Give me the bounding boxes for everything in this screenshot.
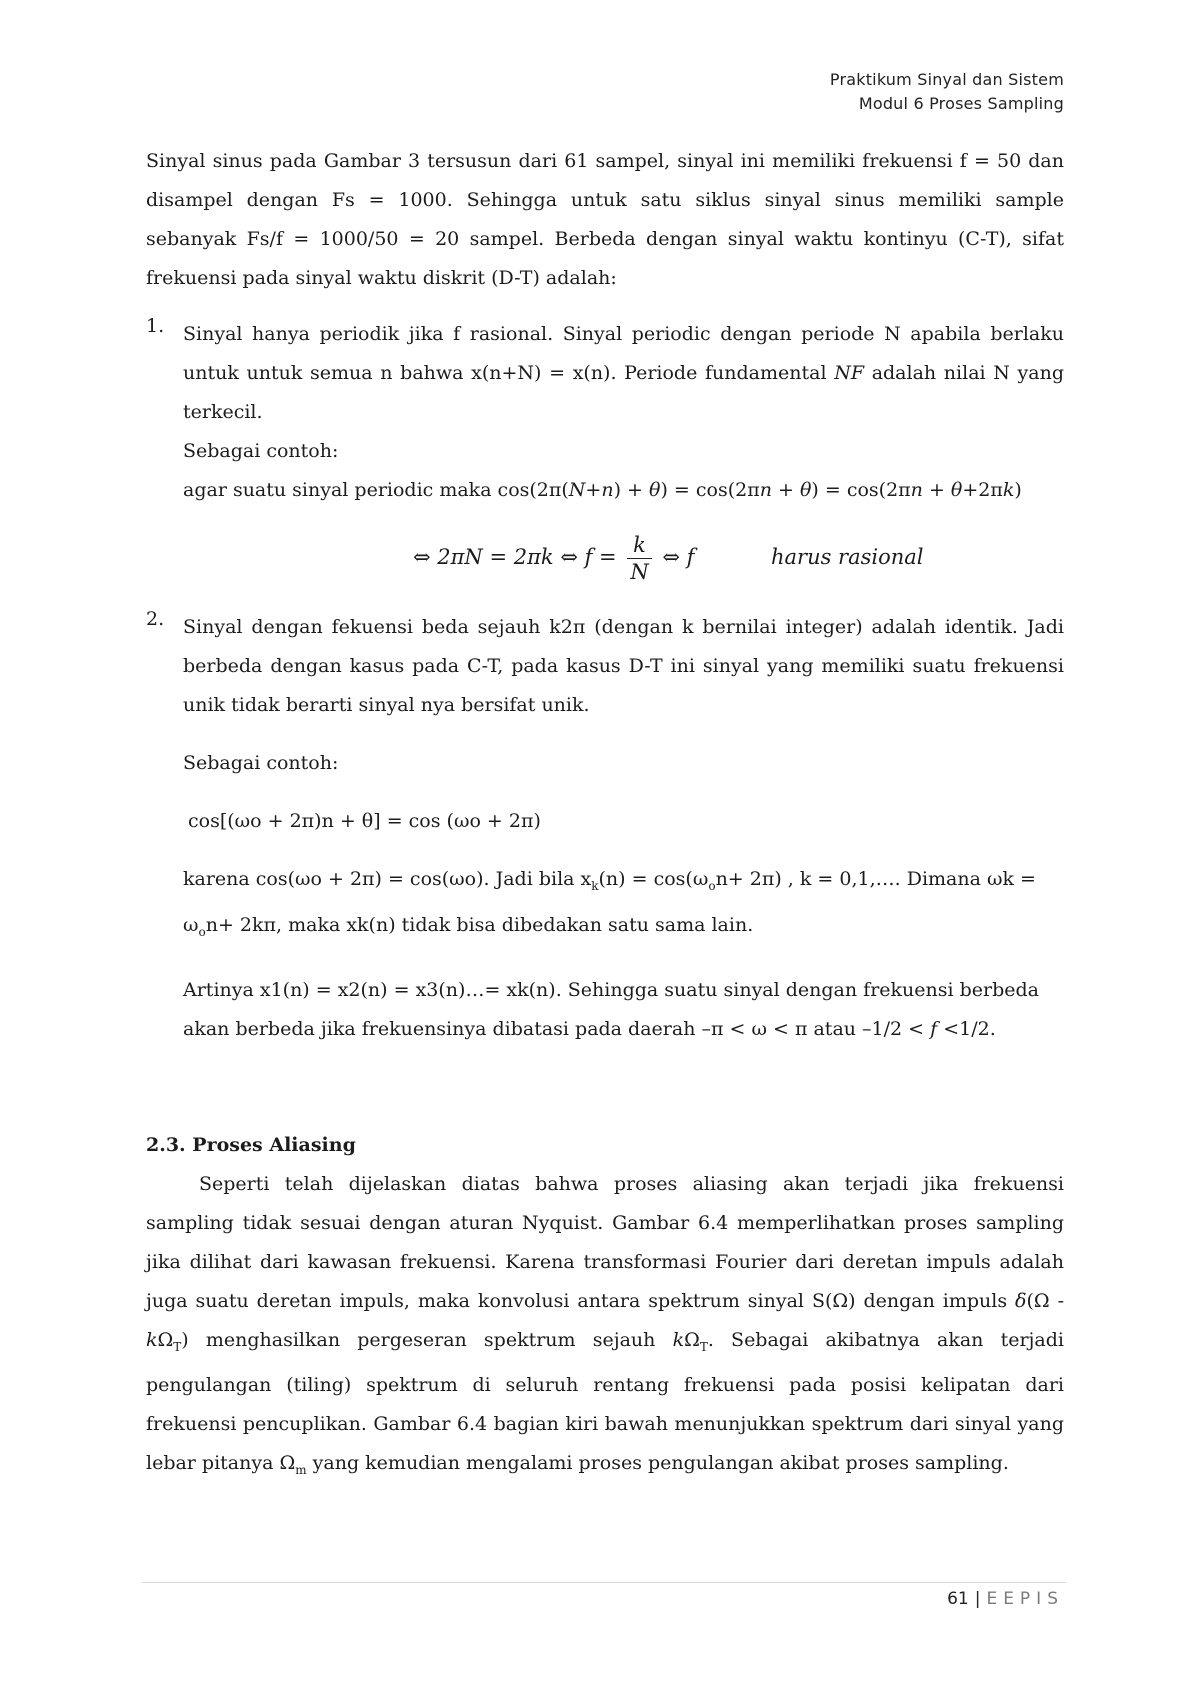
formula-left: ⇔ 2πN = 2πk ⇔ f =: [413, 545, 617, 569]
running-header: [830, 68, 1064, 116]
footer-separator: |: [974, 1589, 981, 1609]
formula-fraction: [627, 532, 651, 585]
item1-text-end: adalah nilai N yang terkecil.: [183, 362, 1064, 423]
footer-brand: EEPIS: [986, 1589, 1064, 1609]
footer-divider: [142, 1582, 1066, 1583]
list-number-2: 2.: [146, 608, 165, 630]
fraction-numerator: k: [627, 532, 651, 559]
item2-paragraph: Sinyal dengan fekuensi beda sejauh k2π (dengan k bernilai integer) adalah identik. Jadi berbeda dengan kasus pada C-T, pada kasus D-T ini sinyal yang memiliki suatu frekuensi unik tidak berarti sinyal nya bersifat unik.: [183, 616, 1064, 716]
item1-text: Sinyal hanya periodik jika f rasional. Sinyal periodic dengan periode N apabila berlaku untuk untuk semua n bahwa x(n+N) = x(n). Periode fundamental: [183, 323, 1064, 384]
header-course: Praktikum Sinyal dan Sistem: [829, 70, 1064, 89]
item1-cos-line: agar suatu sinyal periodic maka cos(2π(N+n) + θ) = cos(2πn + θ) = cos(2πn + θ+2πk): [183, 479, 1022, 501]
item2-cos-equation: cos[(ωo + 2π)n + θ] = cos (ωo + 2π): [188, 810, 541, 832]
list-item-1: [146, 315, 1064, 598]
section-heading: 2.3. Proses Aliasing: [146, 1133, 356, 1156]
formula-note: harus rasional: [771, 545, 924, 569]
fraction-denominator: N: [630, 560, 649, 584]
page-body: [146, 142, 1064, 1490]
item1-example-label: Sebagai contoh:: [183, 440, 339, 462]
item2-artinya-paragraph: Artinya x1(n) = x2(n) = x3(n)…= xk(n). Sehingga suatu sinyal dengan frekuensi berbeda akan berbeda jika frekuensinya dibatasi pada daerah –π < ω < π atau –1/2 < f <1/2.: [183, 978, 1040, 1040]
page-number: 61: [947, 1589, 969, 1609]
intro-paragraph: Sinyal sinus pada Gambar 3 tersusun dari 61 sampel, sinyal ini memiliki frekuensi f = 50 dan disampel dengan Fs = 1000. Sehingga untuk satu siklus sinyal sinus memiliki sample sebanyak Fs/f = 1000/50 = 20 sampel. Berbeda dengan sinyal waktu kontinyu (C-T), sifat frekuensi pada sinyal waktu diskrit (D-T) adalah:: [146, 150, 1064, 289]
list-item-2: [146, 608, 1064, 1049]
item2-karena-paragraph: karena cos(ωo + 2π) = cos(ωo). Jadi bila $x_k(n) = \cos(\omega_on+ 2\pi)$ , k = 0,1,…. Dimana $\omega k = \omega_on+ 2k\pi$, maka xk(n) tidak bisa dibedakan satu sama lain.: [183, 868, 1036, 939]
header-module: Modul 6 Proses Sampling: [858, 94, 1064, 113]
item1-paragraph: [183, 315, 1064, 432]
aliasing-paragraph: Seperti telah dijelaskan diatas bahwa proses aliasing akan terjadi jika frekuensi sampling tidak sesuai dengan aturan Nyquist. Gambar 6.4 memperlihatkan proses sampling jika dilihat dari kawasan frekuensi. Karena transformasi Fourier dari deretan impuls adalah juga suatu deretan impuls, maka konvolusi antara spektrum sinyal S(Ω) dengan impuls $\delta(\Omega - k\Omega_T)$ menghasilkan pergeseran spektrum sejauh $k\Omega_T$. Sebagai akibatnya akan terjadi pengulangan (tiling) spektrum di seluruh rentang frekuensi pada posisi kelipatan dari frekuensi pencuplikan. Gambar 6.4 bagian kiri bawah menunjukkan spektrum dari sinyal yang lebar pitanya $\Omega_m$ yang kemudian mengalami proses pengulangan akibat proses sampling.: [146, 1172, 1064, 1478]
item2-example-label: Sebagai contoh:: [183, 752, 339, 774]
formula-right: ⇔ f: [662, 545, 695, 569]
periodicity-formula: [183, 516, 1064, 598]
page-footer: [947, 1589, 1064, 1609]
list-number-1: 1.: [146, 315, 165, 337]
nf-symbol: NF: [834, 362, 865, 384]
